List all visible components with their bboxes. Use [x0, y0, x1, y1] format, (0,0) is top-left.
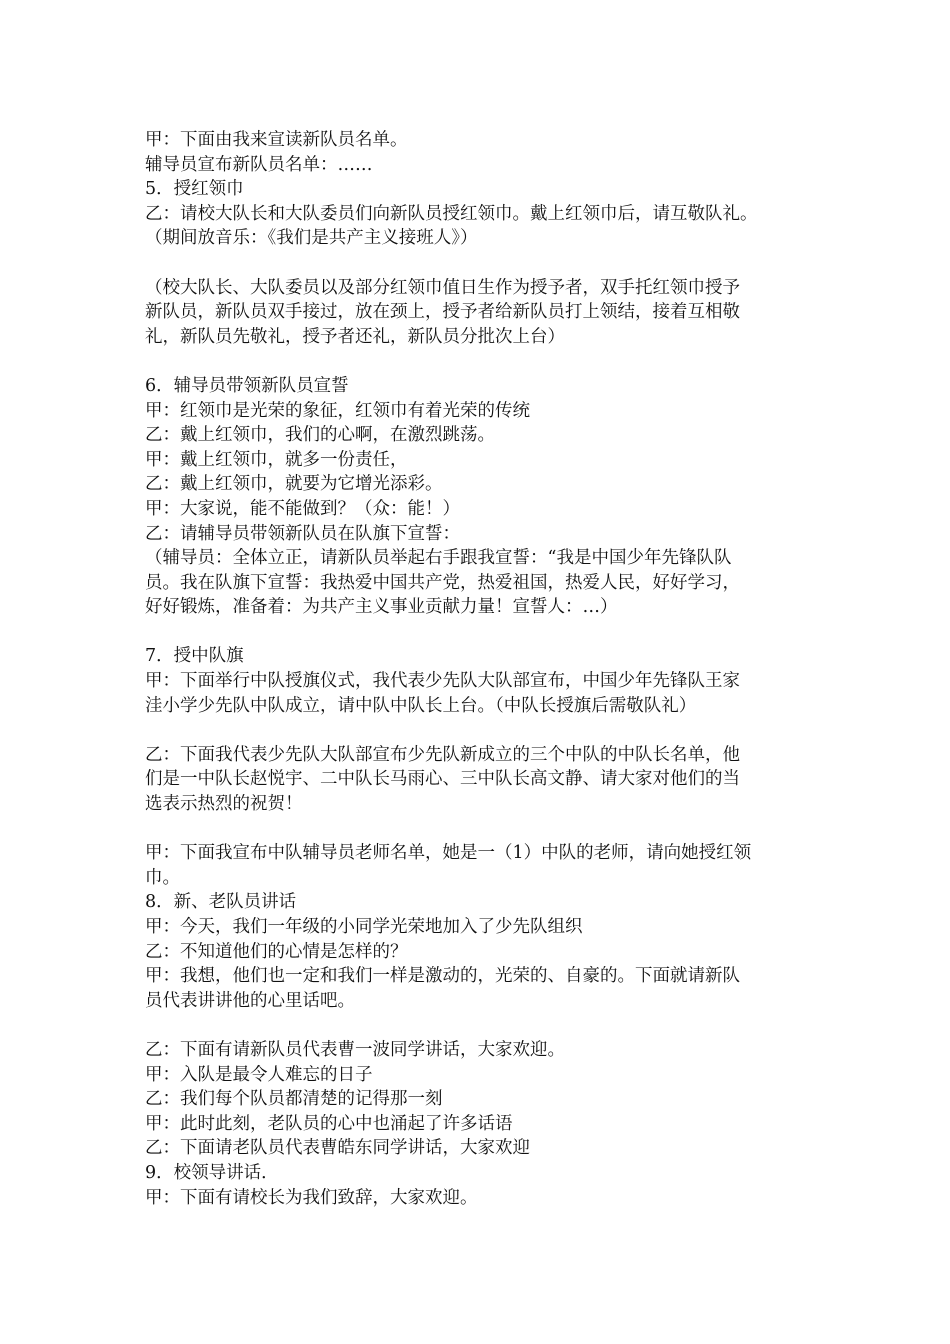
- text-line: （辅导员：全体立正，请新队员举起右手跟我宣誓：“我是中国少年先锋队队: [145, 548, 732, 569]
- text-line: 乙：戴上红领巾，我们的心啊，在激烈跳荡。: [145, 425, 495, 446]
- text-line: 乙：不知道他们的心情是怎样的？: [145, 941, 408, 962]
- text-line: 9．校领导讲话．: [145, 1162, 279, 1183]
- text-line: 选表示热烈的祝贺！: [145, 794, 303, 815]
- blank-line: [145, 718, 825, 743]
- text-line: 乙：下面请老队员代表曹皓东同学讲话，大家欢迎: [145, 1138, 530, 1159]
- text-line: 巾。: [145, 867, 180, 888]
- blank-line: [145, 251, 825, 276]
- blank-line: [145, 817, 825, 842]
- text-line: 甲：下面举行中队授旗仪式，我代表少先队大队部宣布，中国少年先锋队王家: [145, 671, 740, 692]
- text-line: 甲：红领巾是光荣的象征，红领巾有着光荣的传统: [145, 400, 530, 421]
- text-line: 员代表讲讲他的心里话吧。: [145, 990, 355, 1011]
- text-line: 们是一中队长赵悦宇、二中队长马雨心、三中队长高文静、请大家对他们的当: [145, 769, 740, 790]
- document-body: [145, 128, 825, 1210]
- text-line: 员。我在队旗下宣誓：我热爱中国共产党，热爱祖国，热爱人民，好好学习，: [145, 572, 740, 593]
- text-line: 乙：下面有请新队员代表曹一波同学讲话，大家欢迎。: [145, 1039, 565, 1060]
- text-line: 甲：大家说，能不能做到？（众：能！）: [145, 498, 460, 519]
- text-line: 甲：此时此刻，老队员的心中也涌起了许多话语: [145, 1113, 513, 1134]
- text-line: 乙：请辅导员带领新队员在队旗下宣誓：: [145, 523, 460, 544]
- text-line: 乙：请校大队长和大队委员们向新队员授红领巾。戴上红领巾后，请互敬队礼。: [145, 203, 758, 224]
- text-line: 甲：下面有请校长为我们致辞，大家欢迎。: [145, 1187, 478, 1208]
- text-line: 好好锻炼，准备着：为共产主义事业贡献力量！宣誓人：…）: [145, 597, 618, 618]
- blank-line: [145, 1013, 825, 1038]
- text-line: 8．新、老队员讲话: [145, 892, 297, 913]
- text-line: 甲：今天，我们一年级的小同学光荣地加入了少先队组织: [145, 917, 583, 937]
- text-line: 洼小学少先队中队成立，请中队中队长上台。（中队长授旗后需敬队礼）: [145, 695, 697, 716]
- text-line: 6．辅导员带领新队员宣誓: [145, 375, 349, 396]
- text-line: 7．授中队旗: [145, 646, 244, 667]
- text-line: 乙：我们每个队员都清楚的记得那一刻: [145, 1089, 443, 1110]
- blank-line: [145, 349, 825, 374]
- text-line: 5．授红领巾: [145, 179, 244, 200]
- text-line: 甲：我想，他们也一定和我们一样是激动的，光荣的、自豪的。下面就请新队: [145, 966, 740, 987]
- text-line: 乙：戴上红领巾，就要为它增光添彩。: [145, 474, 443, 495]
- text-line: 礼，新队员先敬礼，授予者还礼，新队员分批次上台）: [145, 326, 565, 347]
- text-line: 辅导员宣布新队员名单：……: [145, 154, 373, 175]
- text-line: 甲：戴上红领巾，就多一份责任，: [145, 449, 408, 470]
- text-line: 甲：下面我宣布中队辅导员老师名单，她是一（1）中队的老师，请向她授红领: [145, 843, 752, 864]
- blank-line: [145, 620, 825, 645]
- text-line: 甲：入队是最令人难忘的日子: [145, 1064, 373, 1085]
- text-line: 乙：下面我代表少先队大队部宣布少先队新成立的三个中队的中队长名单，他: [145, 744, 740, 765]
- text-line: （校大队长、大队委员以及部分红领巾值日生作为授予者，双手托红领巾授予: [145, 277, 740, 298]
- text-line: 甲：下面由我来宣读新队员名单。: [145, 130, 408, 150]
- text-line: 新队员，新队员双手接过，放在颈上，授予者给新队员打上领结，接着互相敬: [145, 302, 740, 323]
- text-line: （期间放音乐：《我们是共产主义接班人》）: [145, 228, 478, 249]
